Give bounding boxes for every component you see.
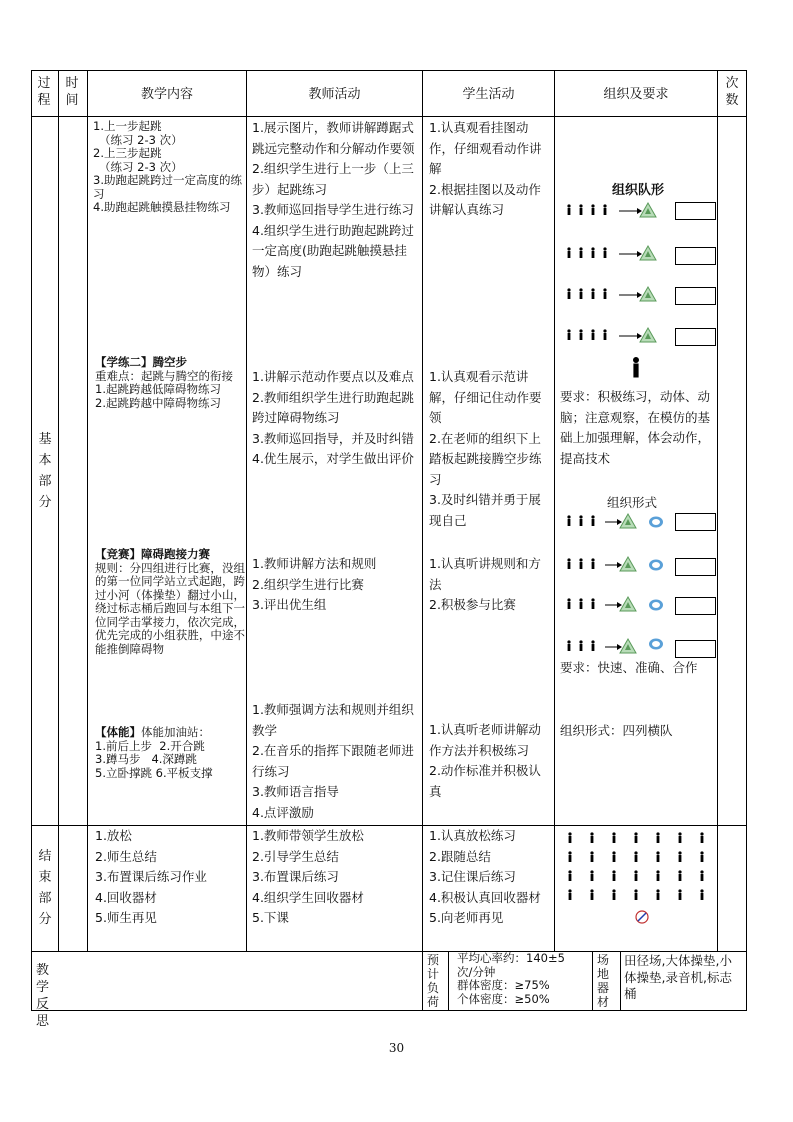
venue-label: 场地器材 [597,953,610,1009]
student-line: 2.跟随总结 [429,848,491,864]
student-icon [678,851,681,862]
student-line: 3.及时纠错并勇于展现自己 [429,492,541,528]
estimate-line: 次/分钟 [457,964,496,979]
student-icon [678,870,681,881]
formation-row [567,203,656,217]
mat-box [675,287,716,305]
teacher-line: 1.教师带领学生放松 [252,828,364,843]
teacher-icon [636,911,648,923]
student-line: 1.认真听老师讲解动作方法并积极练习 [429,722,541,758]
teacher-line: 4.组织学生回收器材 [252,889,364,905]
student-icon [612,851,615,862]
student-icon [678,832,681,843]
student-icon [656,870,659,881]
reflection-label: 教学反思 [36,963,50,1029]
header-time: 时间 [65,76,79,108]
student-icon [590,851,593,862]
student-icon [634,889,637,900]
header-student: 学生活动 [462,87,515,102]
formation-row [567,328,656,342]
content-line: 3.蹲马步 4.深蹲跳 [95,752,197,766]
student-line: 2.在老师的组织下上踏板起跳接腾空步练习 [429,430,542,487]
student-icon [568,851,571,862]
end-teacher [252,826,420,929]
student-icon [590,870,593,881]
content-line: 5.师生再见 [95,910,157,925]
teacher-line: 3.教师语言指导 [252,784,339,799]
student-line: 5.向老师再见 [429,910,504,925]
teacher-line: 3.布置课后练习 [252,869,339,884]
student-icon [634,870,637,881]
end-formation-diagram [555,826,717,950]
student-icon [568,889,571,900]
estimate-values [457,952,593,1006]
content-line: 体能加油站： [141,725,210,739]
student-line: 1.认真观看挂图动作，仔细观看动作讲解 [429,120,542,176]
relay-row [567,639,663,654]
content-line: 5.立卧撑跳 6.平板支撑 [95,765,213,780]
content-block-4 [95,726,245,780]
student-grid [568,832,703,900]
content-line: （练习 2-3 次） [99,159,183,174]
student-line: 3.记住课后练习 [429,869,516,884]
venue-values: 田径场,大体操垫,小体操垫,录音机,标志桶 [624,953,732,1001]
teacher-line: 2.引导学生总结 [252,848,339,864]
teacher-line: 3.教师巡回指导，并及时纠错 [252,430,414,446]
content-line: 2.起跳跨越中障碍物练习 [95,395,221,410]
student-block-3 [429,554,553,616]
section-end: 结束部分 [38,849,52,927]
org-requirement-2: 要求：积极练习，动体、动脑；注意观察，在模仿的基础上加强理解，体会动作，提高技术 [560,389,711,466]
estimate-line: 个体密度：≥50% [457,991,550,1006]
header-process: 过程 [37,76,51,108]
formation-row [567,246,656,260]
content-block-2 [95,356,245,410]
teacher-line: 4.点评激励 [252,804,314,820]
content-line: 1.起跳跨越低障碍物练习 [95,382,221,396]
end-student [429,826,553,929]
student-line: 1.认真听讲规则和方法 [429,556,541,592]
content-block-3 [95,548,245,656]
content-line: 4.助跑起跳触摸悬挂物练习 [93,200,231,214]
student-icon [612,889,615,900]
student-icon [590,889,593,900]
student-icon [700,889,703,900]
teacher-block-1 [252,118,420,282]
mat-box [675,513,716,531]
header-org: 组织及要求 [603,87,669,102]
student-icon [612,832,615,843]
mat-box [675,558,716,576]
end-content [95,826,245,929]
header-teacher: 教师活动 [308,87,361,102]
page-number: 30 [388,1041,405,1055]
teacher-line: 2.在音乐的指挥下跟随老师进行练习 [252,743,414,779]
content-line: 1.放松 [95,828,132,843]
student-line: 2.动作标准并积极认真 [429,763,541,799]
mat-box [675,247,716,265]
student-line: 1.认真放松练习 [429,828,516,843]
student-block-1 [429,118,553,221]
teacher-block-3 [252,554,420,616]
content-line: 3.布置课后练习作业 [95,869,207,884]
student-icon [612,870,615,881]
content-line: 3.助跑起跳跨过一定高度的练习 [93,173,242,201]
org-form-4: 组织形式：四列横队 [560,723,673,738]
content-line: （练习 2-3 次） [99,132,183,147]
content-block-1 [93,120,243,215]
teacher-line: 4.优生展示，对学生做出评价 [252,451,414,466]
formation-row [567,287,656,301]
org-requirement-3: 要求：快速、准确、合作 [560,660,698,675]
header-count: 次数 [725,76,739,108]
header-content: 教学内容 [140,87,193,102]
student-icon [568,870,571,881]
estimate-line: 群体密度：≥75% [457,978,550,992]
content-title: 【学练二】腾空步 [95,355,187,369]
mat-box [675,640,716,658]
student-line: 2.积极参与比赛 [429,597,516,612]
relay-row [567,597,663,611]
estimate-label: 预计负荷 [427,953,440,1009]
relay-row [567,557,663,571]
teacher-line: 4.组织学生进行助跑起跳跨过一定高度(助跑起跳触摸悬挂物）练习 [252,222,414,279]
student-icon [656,832,659,843]
student-icon [700,832,703,843]
teacher-line: 5.下课 [252,910,289,925]
content-line: 2.上三步起跳 [93,146,162,160]
teacher-line: 2.组织学生进行上一步（上三步）起跳练习 [252,161,414,197]
estimate-line: 平均心率约：140±5 [457,951,565,965]
org-form-title: 组织形式 [607,495,658,510]
student-line: 4.积极认真回收器材 [429,889,541,905]
content-line: 1.前后上步 2.开合跳 [95,738,205,753]
mat-box [675,328,716,346]
teacher-line: 2.教师组织学生进行助跑起跳跨过障碍物练习 [252,389,414,425]
teacher-line: 2.组织学生进行比赛 [252,576,364,592]
teacher-line: 1.教师强调方法和规则并组织教学 [252,702,414,738]
relay-row [567,514,663,528]
student-line: 1.认真观看示范讲解，仔细记住动作要领 [429,369,542,425]
teacher-line: 1.教师讲解方法和规则 [252,556,377,571]
content-title: 【体能】 [95,725,141,739]
content-line: 重难点：起跳与腾空的衔接 [95,368,233,383]
content-line: 1.上一步起跳 [93,119,162,133]
teacher-icon [633,357,639,378]
student-icon [568,832,571,843]
teacher-line: 3.评出优生组 [252,597,327,612]
teacher-block-2 [252,367,420,470]
org-formation-title: 组织队形 [612,183,665,198]
student-icon [700,851,703,862]
teacher-line: 1.展示图片，教师讲解蹲踞式跳远完整动作和分解动作要领 [252,120,415,156]
section-basic: 基本部分 [38,432,52,510]
student-line: 2.根据挂图以及动作讲解认真练习 [429,181,541,217]
teacher-block-4 [252,700,420,823]
student-icon [590,832,593,843]
student-icon [700,870,703,881]
content-line: 4.回收器材 [95,889,157,905]
student-icon [656,851,659,862]
mat-box [675,202,716,220]
content-line: 2.师生总结 [95,848,157,864]
student-block-2 [429,367,553,531]
content-title: 【竞赛】障碍跑接力赛 [95,547,210,561]
student-block-4 [429,720,553,802]
student-icon [634,832,637,843]
student-icon [678,889,681,900]
teacher-line: 1.讲解示范动作要点以及难点 [252,369,414,384]
teacher-line: 3.教师巡回指导学生进行练习 [252,202,414,217]
student-icon [656,889,659,900]
mat-box [675,597,716,615]
content-line: 规则：分四组进行比赛，没组的第一位同学站立式起跑，跨过小河（体操垫）翻过小山，绕过标志桶后跑回与本组下一位同学击掌接力，依次完成，优先完成的小组获胜，中途不能推倒障碍物 [95,560,245,656]
student-icon [634,851,637,862]
